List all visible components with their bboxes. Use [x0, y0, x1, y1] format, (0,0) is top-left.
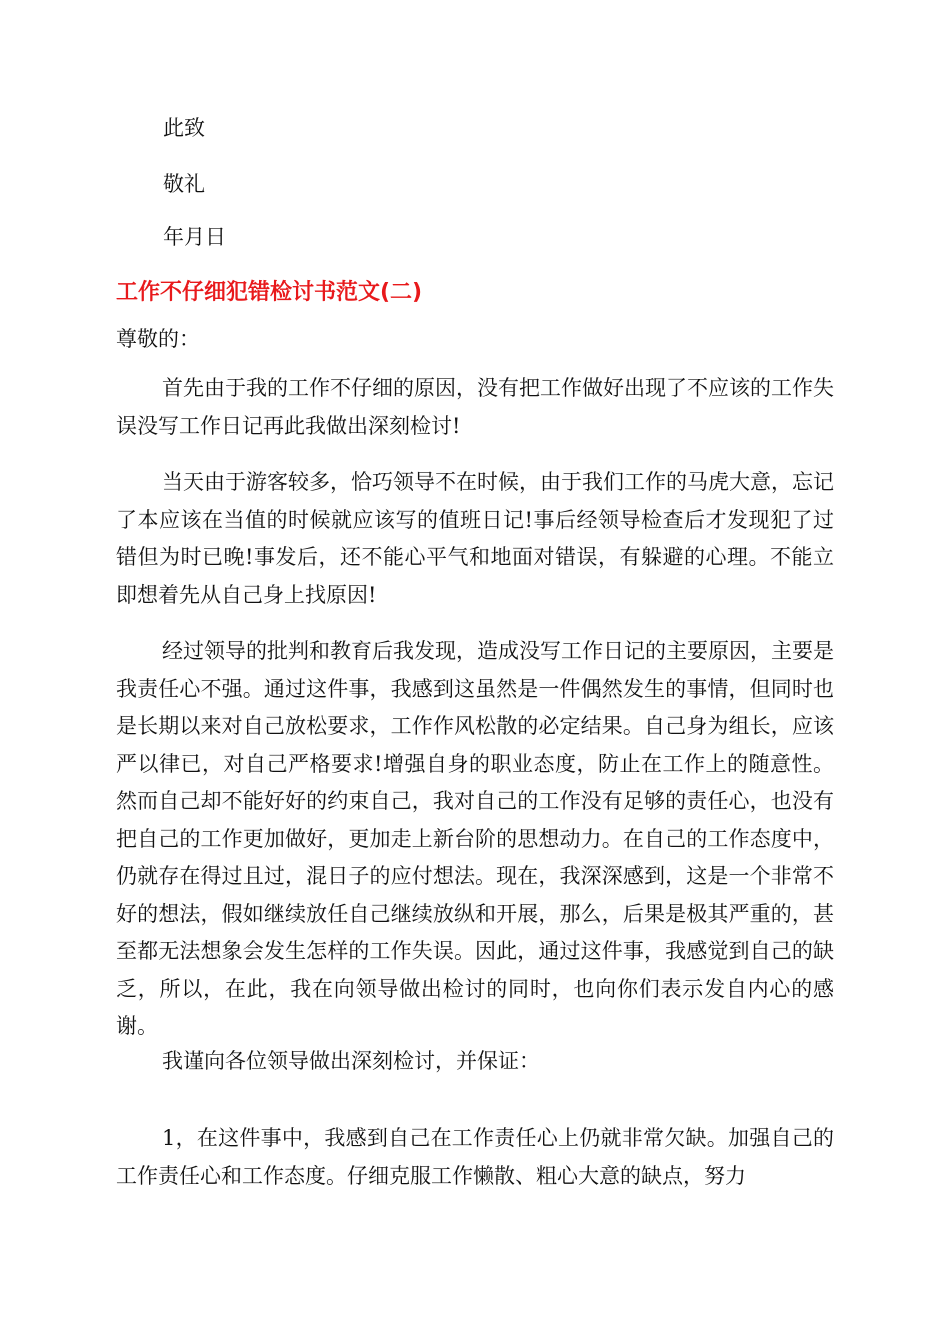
section-title: 工作不仔细犯错检讨书范文(二) [116, 280, 423, 305]
paragraph-3: 经过领导的批判和教育后我发现，造成没写工作日记的主要原因，主要是我责任心不强。通过这件事，我感到这虽然是一件偶然发生的事情，但同时也是长期以来对自己放松要求，工作作风松散的必定结果。自己身为组长，应该严以律已，对自己严格要求!增强自身的职业态度，防止在工作上的随意性。然而自己却不能好好的约束自己，我对自己的工作没有足够的责任心，也没有把自己的工作更加做好，更加走上新台阶的思想动力。在自己的工作态度中，仍就存在得过且过，混日子的应付想法。现在，我深深感到，这是一个非常不好的想法，假如继续放任自己继续放纵和开展，那么，后果是极其严重的，甚至都无法想象会发生怎样的工作失误。因此，通过这件事，我感觉到自己的缺乏，所以，在此，我在向领导做出检讨的同时，也向你们表示发自内心的感谢。 [116, 639, 834, 1038]
closing-line-jingli: 敬礼 [163, 172, 205, 196]
paragraph-4: 我谨向各位领导做出深刻检讨，并保证： [162, 1049, 540, 1073]
paragraph-2: 当天由于游客较多，恰巧领导不在时候，由于我们工作的马虎大意，忘记了本应该在当值的时候就应该写的值班日记!事后经领导检查后才发现犯了过错但为时已晚!事发后，还不能心平气和地面对错误，有躲避的心理。不能立即想着先从自己身上找原因! [116, 470, 834, 607]
closing-line-cizhi: 此致 [163, 116, 205, 140]
salutation: 尊敬的： [116, 327, 200, 351]
paragraph-5: 1，在这件事中，我感到自己在工作责任心上仍就非常欠缺。加强自己的工作责任心和工作态度。仔细克服工作懒散、粗心大意的缺点，努力 [116, 1126, 834, 1188]
paragraph-1: 首先由于我的工作不仔细的原因，没有把工作做好出现了不应该的工作失误没写工作日记再此我做出深刻检讨! [116, 376, 834, 438]
closing-line-date: 年月日 [163, 225, 226, 249]
